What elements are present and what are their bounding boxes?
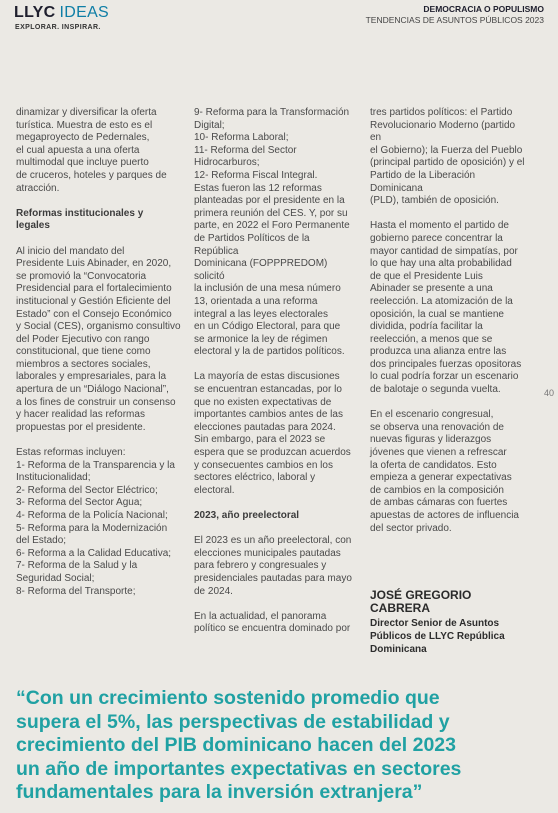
text-line: lo que hay una alta probabilidad [370,258,512,270]
column-1 [16,107,182,611]
text-line: institucional y Gestión Eficiente del [16,295,171,307]
text-line: Digital; [194,119,225,131]
text-line: tres partidos políticos: el Partido [370,107,513,118]
text-line: Seguridad Social; [16,572,95,584]
author-name-line-2: CABRERA [370,601,430,615]
text-line: de 2024. [194,585,233,597]
text-line: 13, orientada a una reforma [194,295,318,307]
text-line: reelección. La atomización de la [370,295,513,307]
col1-paragraph-1 [16,107,182,195]
section-title: DEMOCRACIA O POPULISMO [423,4,544,14]
text-line: de Partidos Políticos de la República [194,232,310,257]
logo-main: LLYC [14,4,56,21]
text-line: electoral y la de partidos políticos. [194,346,345,358]
text-line: nuevas figuras y liderazgos [370,434,492,446]
text-line: 2- Reforma del Sector Eléctrico; [16,484,158,496]
text-line: lo cual podría forzar un escenario [370,371,519,383]
text-line: se armonice la ley de régimen [194,333,328,345]
text-line: apuestas de actores de influencia [370,510,519,521]
quote-line: “Con un crecimiento sostenido promedio que [16,687,440,709]
text-line: mayor cantidad de simpatías, por [370,245,518,257]
text-line: de ambas cámaras con fuertes [370,497,508,509]
text-line: Dominicana [370,644,427,655]
text-line: En la actualidad, el panorama [194,610,327,622]
text-line: a los fines de construir un consenso [16,396,176,408]
text-line: jóvenes que vienen a refrescar [370,447,507,459]
text-line: (PLD), también de oposición. [370,195,499,207]
quote-line: crecimiento del PIB dominicano hacen del 2023 [16,734,456,756]
text-line: dividida, podría facilitar la [370,321,483,333]
text-line: Director Senior de Asuntos [370,618,500,629]
text-line: integral a las leyes electorales [194,308,328,320]
text-line: (principal partido de oposición) y el [370,157,525,169]
text-line: para febrero y congresuales y [194,560,327,572]
text-line: de cruceros, hoteles y parques de [16,169,167,181]
text-line: 5- Reforma para la Modernización [16,522,168,534]
text-line: y consecuentes cambios en los [194,459,333,471]
text-line: Presidencial para el fortalecimiento [16,283,172,295]
text-line: 2023, año preelectoral [194,510,300,521]
text-line: dinamizar y diversificar la oferta [16,107,157,118]
column-2 [194,107,354,649]
col2-paragraph-4 [194,611,354,636]
text-line: del Estado; [16,535,67,547]
text-line: de cambios en la composición [370,484,504,496]
quote-line: un año de importantes expectativas en sectores [16,757,462,780]
logo-accent: IDEAS [59,4,110,21]
text-line: la inclusión de una mesa número [194,283,341,295]
col2-paragraph-1 [194,107,354,359]
page-number: 40 [544,388,555,398]
text-line: elecciones pautadas para 2024. [194,421,336,433]
text-line: Hasta el momento el partido de [370,220,509,232]
text-line: del sector privado. [370,522,452,534]
text-line: Estado” con el Consejo Económico [16,308,172,320]
text-line: Estas fueron las 12 reformas [194,182,322,194]
text-line: primera reunión del CES. Y, por su [194,207,348,219]
author-block [370,589,540,656]
text-line: se promovió la “Convocatoria [16,270,147,282]
tagline: EXPLORAR. INSPIRAR. [15,24,101,31]
text-line: que no existen expectativas de [194,396,332,408]
text-line: empieza a generar expectativas [370,472,512,484]
quote-line: supera el 5%, las perspectivas de estabilidad y [16,710,450,733]
text-line: el Gobierno); la Fuerza del Pueblo [370,144,523,156]
text-line: 1- Reforma de la Transparencia y la [16,459,175,471]
text-line: presidenciales pautadas para mayo [194,572,352,584]
column-3 [370,107,528,548]
text-line: propuestas por el presidente. [16,421,146,433]
text-line: de que el Presidente Luis [370,270,483,282]
text-line: turística. Muestra de esto es el [16,119,153,131]
text-line: laborales y empresariales, para la [16,371,167,383]
text-line: oposición, la cual se mantiene [370,308,504,320]
text-line: Públicos de LLYC República [370,631,505,642]
text-line: Dominicana (FOPPPREDOM) solicitó [194,258,328,282]
pull-quote [16,687,546,805]
section-subtitle: TENDENCIAS DE ASUNTOS PÚBLICOS 2023 [365,15,544,25]
text-line: legales [16,220,50,232]
author-role [370,617,540,656]
text-line: 9- Reforma para la Transformación [194,107,350,118]
page-header [0,0,558,40]
text-line: 3- Reforma del Sector Agua; [16,497,143,509]
text-line: megaproyecto de Pedernales, [16,132,150,144]
col2-paragraph-2 [194,371,354,497]
text-line: Partido de la Liberación Dominicana [370,169,476,194]
text-line: Revolucionario Moderno (partido en [370,119,516,144]
text-line: se encuentran estancadas, por lo [194,384,342,396]
text-line: Estas reformas incluyen: [16,447,126,459]
text-line: importantes cambios antes de las [194,409,343,421]
text-line: Al inicio del mandato del [16,245,125,257]
text-line: 12- Reforma Fiscal Integral. [194,169,318,181]
col3-paragraph-1 [370,107,528,208]
text-line: y hacer realidad las reformas [16,409,145,421]
text-line: La mayoría de estas discusiones [194,371,340,383]
logo [14,4,109,22]
text-line: El 2023 es un año preelectoral, con [194,535,352,547]
text-line: atracción. [16,182,60,194]
text-line: Reformas institucionales y [16,207,144,219]
text-line: apertura de un “Diálogo Nacional”, [16,384,169,396]
text-line: multimodal que incluye puerto [16,157,149,169]
text-line: produzca una alianza entre las [370,346,507,358]
text-line: 10- Reforma Laboral; [194,132,289,144]
text-line: 4- Reforma de la Policía Nacional; [16,510,168,521]
text-line: político se encuentra dominado por [194,623,351,635]
text-line: miembros a sectores sociales, [16,358,151,370]
text-line: planteadas por el presidente en la [194,195,345,207]
col3-paragraph-3 [370,409,528,535]
text-line: reelección, a menos que se [370,333,493,345]
text-line: espera que se produzcan acuerdos [194,447,351,459]
text-line: dos principales fuerzas opositoras [370,358,522,370]
text-line: 8- Reforma del Transporte; [16,585,136,597]
text-line: del Poder Ejecutivo con rango [16,333,150,345]
text-line: Hidrocarburos; [194,157,260,169]
col1-paragraph-3 [16,447,182,598]
col2-heading [194,510,354,523]
text-line: Abinader se presente a una [370,283,493,295]
col3-paragraph-2 [370,220,528,396]
text-line: y Social (CES), organismo consultivo [16,321,181,333]
text-line: Presidente Luis Abinader, en 2020, [16,258,172,270]
col1-paragraph-2 [16,246,182,435]
text-line: la oferta de candidatos. Esto [370,459,497,471]
text-line: el cual apuesta a una oferta [16,144,140,156]
quote-line: fundamentales para la inversión extranjera” [16,781,423,803]
col1-heading [16,208,182,233]
text-line: sectores eléctrico, laboral y electoral. [194,472,316,496]
text-line: 11- Reforma del Sector [194,144,297,156]
text-line: parte, en 2022 el Foro Permanente [194,220,350,232]
text-line: constitucional, que tiene como [16,346,151,358]
text-line: Institucionalidad; [16,472,91,484]
text-line: En el escenario congresual, [370,409,494,421]
text-line: 6- Reforma a la Calidad Educativa; [16,547,172,559]
author-name-line-1: JOSÉ GREGORIO [370,588,472,602]
text-line: gobierno parece concentrar la [370,232,503,244]
text-line: de balotaje o segunda vuelta. [370,384,501,396]
text-line: en un Código Electoral, para que [194,321,341,333]
author-name [370,589,540,615]
text-line: elecciones municipales pautadas [194,547,341,559]
text-line: se observa una renovación de [370,421,504,433]
text-line: 7- Reforma de la Salud y la [16,560,138,572]
col2-paragraph-3 [194,535,354,598]
text-line: Sin embargo, para el 2023 se [194,434,326,446]
